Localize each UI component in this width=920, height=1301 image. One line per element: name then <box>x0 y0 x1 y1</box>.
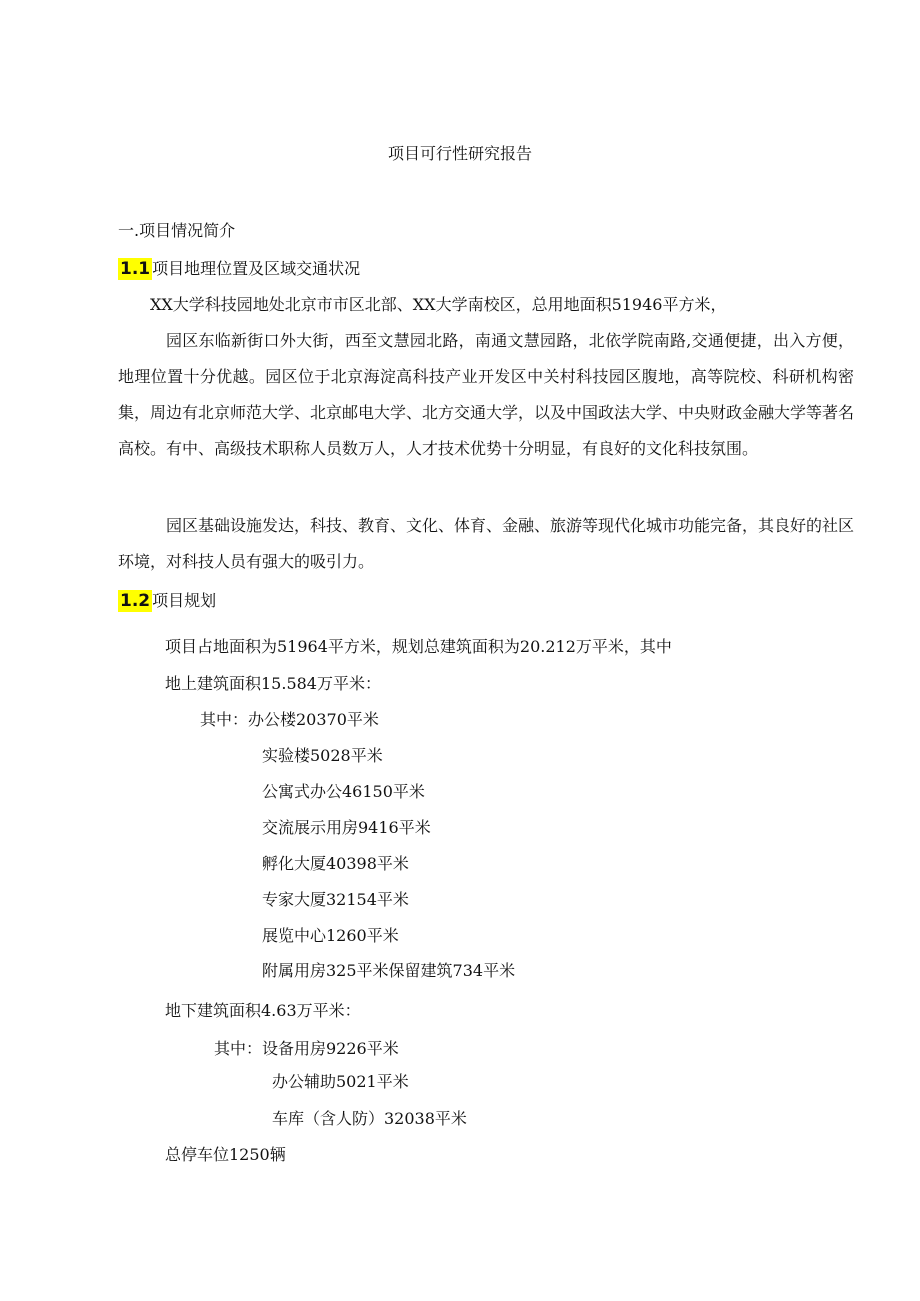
list-item: 车库（含人防）32038平米 <box>272 1109 467 1128</box>
section-number-1-2: 1.2 <box>120 591 151 611</box>
section-heading-1-2 <box>118 590 216 612</box>
list-item: 公寓式办公46150平米 <box>262 782 425 801</box>
list-item: 展览中心1260平米 <box>262 926 399 945</box>
infrastructure-paragraph: 园区基础设施发达，科技、教育、文化、体育、金融、旅游等现代化城市功能完备，其良好的社区环境，对科技人员有强大的吸引力。 <box>118 516 855 571</box>
location-first-line: XX大学科技园地处北京市市区北部、XX大学南校区，总用地面积51946平方米， <box>150 295 727 314</box>
section-title-1-2: 项目规划 <box>152 591 217 610</box>
list-item: 交流展示用房9416平米 <box>262 818 431 837</box>
list-item: 附属用房325平米保留建筑734平米 <box>262 961 516 980</box>
section-title-1-1: 项目地理位置及区域交通状况 <box>152 259 361 278</box>
above-ground-area: 地上建筑面积15.584万平米： <box>165 674 381 693</box>
list-item: 办公辅助5021平米 <box>272 1072 409 1091</box>
list-item: 其中：办公楼20370平米 <box>200 710 379 729</box>
list-item: 专家大厦32154平米 <box>262 890 409 909</box>
location-paragraph: 园区东临新街口外大街，西至文慧园北路，南通文慧园路，北依学院南路,交通便捷，出入方便，地理位置十分优越。园区位于北京海淀高科技产业开发区中关村科技园区腹地，高等院校、科研机构密集，周边有北京师范大学、北京邮电大学、北方交通大学，以及中国政法大学、中央财政金融大学等著名高校。有中、高级技术职称人员数万人，人才技术优势十分明显，有良好的文化科技氛围。 <box>118 331 855 458</box>
planning-intro: 项目占地面积为51964平方米，规划总建筑面积为20.212万平米，其中 <box>165 637 672 656</box>
page-title: 项目可行性研究报告 <box>387 144 532 163</box>
below-ground-area: 地下建筑面积4.63万平米： <box>165 1001 361 1020</box>
section-heading-1-1 <box>118 258 360 280</box>
list-item: 孵化大厦40398平米 <box>262 854 409 873</box>
section-heading-1: 一.项目情况简介 <box>118 221 236 240</box>
section-number-1-1: 1.1 <box>120 259 151 279</box>
list-item: 其中：设备用房9226平米 <box>214 1039 399 1058</box>
parking-total: 总停车位1250辆 <box>165 1145 286 1164</box>
list-item: 实验楼5028平米 <box>262 746 383 765</box>
